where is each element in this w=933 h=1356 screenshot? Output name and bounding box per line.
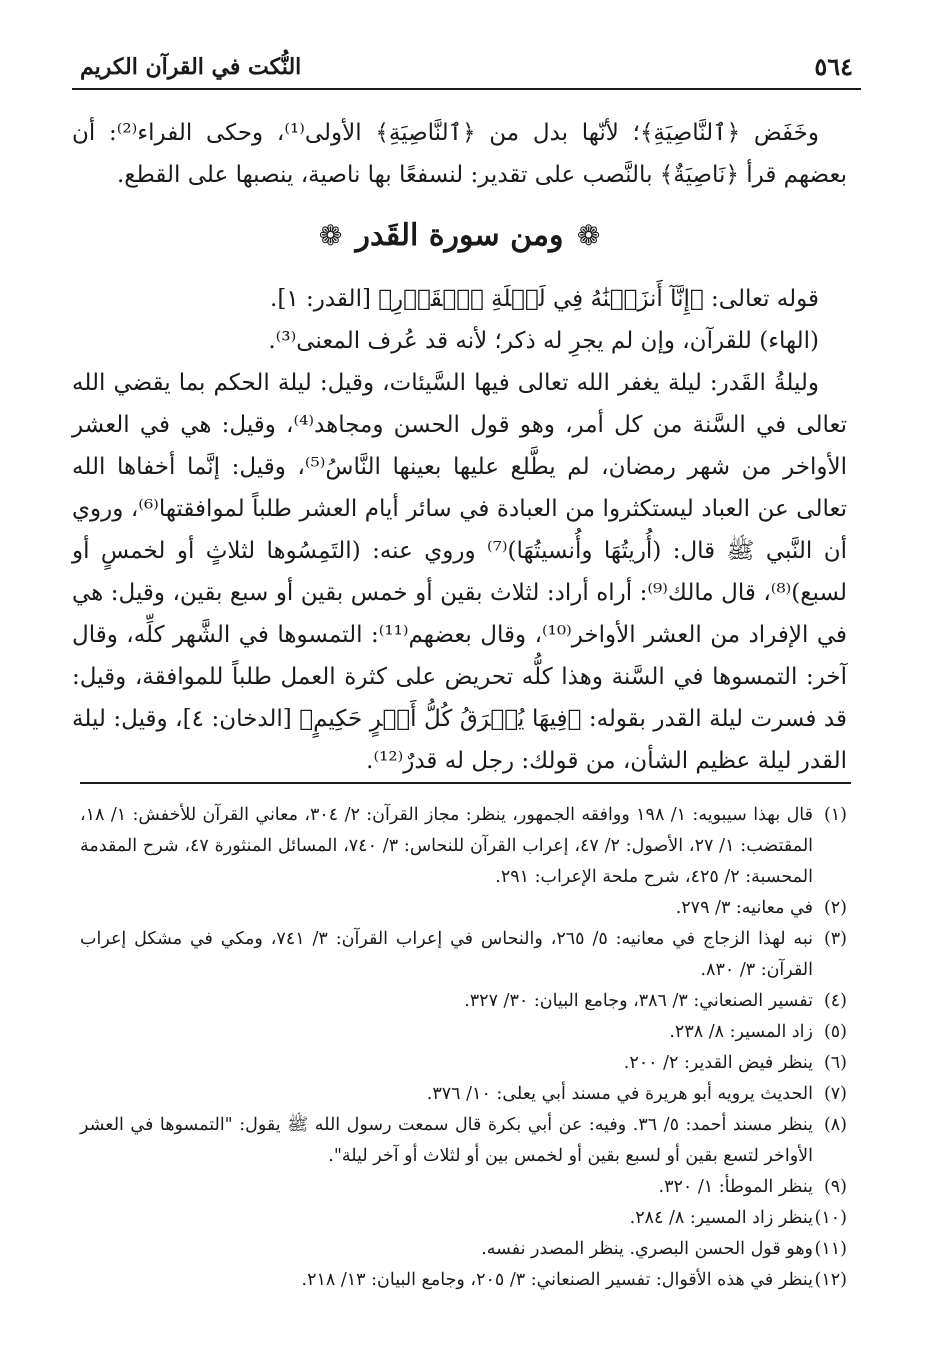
footnote: (٨) ينظر مسند أحمد: ٥/ ٣٦. وفيه: عن أبي بكرة قال سمعت رسول الله ﷺ يقول: "التمسوها في العشر الأواخر لتسع بقين أو لسبع بقين أو لخمس بين أو لثلاث أو آخر ليلة". xyxy=(80,1115,847,1166)
paragraph-nasiya: وخَفَض ﴿ٱلنَّاصِيَةِ﴾؛ لأنّها بدل من ﴿ٱلنَّاصِيَةِ﴾ الأولى⁽¹⁾، وحكى الفراء⁽²⁾: أن بعضهم قرأ ﴿نَاصِيَةٌ﴾ بالنَّصب على تقدير: لنسفعًا بها ناصية، ينصبها على القطع. xyxy=(72,120,847,188)
footnote: (٦) ينظر فيض القدير: ٢/ ٢٠٠. xyxy=(623,1053,847,1073)
main-text xyxy=(72,112,847,782)
book-title: النُّكت في القرآن الكريم xyxy=(80,54,302,80)
footnote: (١١) وهو قول الحسن البصري. ينظر المصدر نفسه. xyxy=(481,1239,847,1259)
footnote: (١٠) ينظر زاد المسير: ٨/ ٢٨٤. xyxy=(629,1208,847,1228)
paragraph-haa: (الهاء) للقرآن، وإن لم يجرِ له ذكر؛ لأنه قد عُرف المعنى⁽³⁾. xyxy=(268,328,819,354)
ornament-right-icon: ❁ xyxy=(576,219,601,252)
footnote: (٤) تفسير الصنعاني: ٣/ ٣٨٦، وجامع البيان: ٣٠/ ٣٢٧. xyxy=(464,991,847,1011)
footnote: (٣) نبه لهذا الزجاج في معانيه: ٥/ ٢٦٥، والنحاس في إعراب القرآن: ٣/ ٧٤١، ومكي في مشكل إعراب القرآن: ٣/ ٨٣٠. xyxy=(80,929,847,980)
verse-line: قوله تعالى: ﴿إِنَّآ أَنزَلۡنَٰهُ فِي لَيۡلَةِ ٱلۡقَدۡرِ﴾ [القدر: ١]. xyxy=(270,286,819,312)
footnote: (٧) الحديث يرويه أبو هريرة في مسند أبي يعلى: ١٠/ ٣٧٦. xyxy=(426,1084,847,1104)
ornament-left-icon: ❁ xyxy=(318,219,343,252)
page-number: ٥٦٤ xyxy=(814,52,853,81)
running-header xyxy=(72,48,861,90)
footnotes xyxy=(80,800,847,1296)
footnote: (٢) في معانيه: ٣/ ٢٧٩. xyxy=(675,898,847,918)
footnote: (٥) زاد المسير: ٨/ ٢٣٨. xyxy=(669,1022,847,1042)
footnote: (١٢) ينظر في هذه الأقوال: تفسير الصنعاني: ٣/ ٢٠٥، وجامع البيان: ١٣/ ٢١٨. xyxy=(301,1270,847,1290)
surah-title: ومن سورة القَدر xyxy=(355,218,564,253)
paragraph-laylat-alqadr: وليلةُ القَدر: ليلة يغفر الله تعالى فيها السَّيئات، وقيل: ليلة الحكم بما يقضي الله تعالى في السَّنة من كل أمر، وهو قول الحسن ومجاهد⁽⁴⁾، وقيل: هي في العشر الأواخر من شهر رمضان، لم يطَّلع عليها بعينها النَّاسُ⁽⁵⁾، وقيل: إنَّما أخفاها الله تعالى عن العباد ليستكثروا من العبادة في سائر أيام العشر طلباً لموافقتها⁽⁶⁾، وروي أن النَّبي ﷺ قال: (أُريتُهَا وأُنسيتُهَا)⁽⁷⁾ وروي عنه: (التَمِسُوها لثلاثٍ أو لخمسٍ أو لسبع)⁽⁸⁾، قال مالك⁽⁹⁾: أراه أراد: لثلاث بقين أو خمس بقين أو سبع بقين، وقيل: هي في الإفراد من العشر الأواخر⁽¹⁰⁾، وقال بعضهم⁽¹¹⁾: التمسوها في الشَّهر كلِّه، وقال آخر: التمسوها في السَّنة وهذا كلُّه تحريض على كثرة العمل طلباً للموافقة، وقيل: قد فسرت ليلة القدر بقوله: ﴿فِيهَا يُفۡرَقُ كُلُّ أَمۡرٍ حَكِيمٍ﴾ [الدخان: ٤]، وقيل: ليلة القدر ليلة عظيم الشأن، من قولك: رجل له قدرٌ⁽¹²⁾. xyxy=(72,370,848,774)
footnote-divider xyxy=(80,782,851,784)
footnote: (٩) ينظر الموطأ: ١/ ٣٢٠. xyxy=(658,1177,847,1197)
surah-heading xyxy=(72,214,847,270)
footnote: (١) قال بهذا سيبويه: ١/ ١٩٨ ووافقه الجمهور، ينظر: مجاز القرآن: ٢/ ٣٠٤، معاني القرآن للأخفش: ١/ ١٨، المقتضب: ١/ ٢٧، الأصول: ٢/ ٤٧، إعراب القرآن للنحاس: ٣/ ٧٤٠، المسائل المنثورة ٤٧، شرح المقدمة المحسبة: ٢/ ٤٢٥، شرح ملحة الإعراب: ٢٩١. xyxy=(80,805,847,887)
